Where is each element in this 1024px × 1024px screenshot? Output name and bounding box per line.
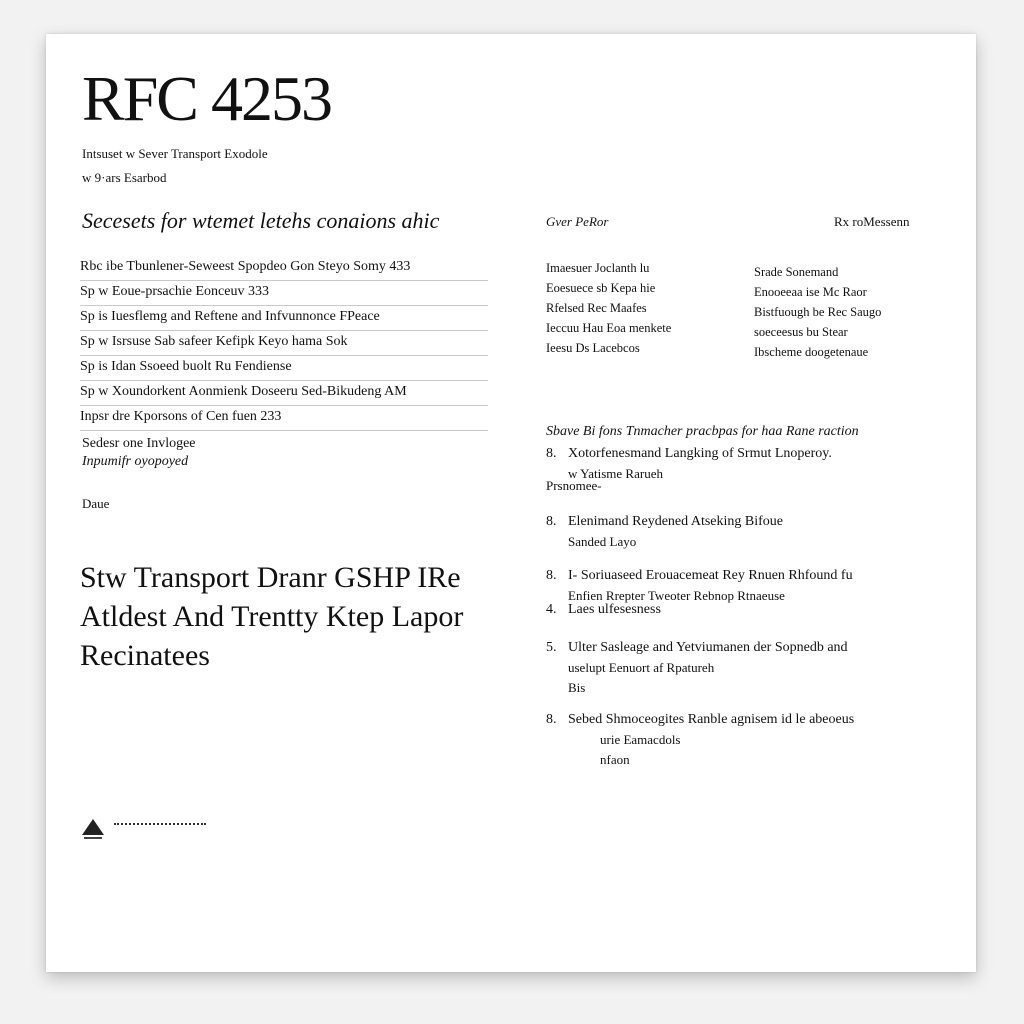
header-line-2: w 9·ars Esarbod — [82, 170, 167, 185]
date-label: Daue — [82, 496, 110, 511]
meta-line-2: Inpumifr oyopoyed — [82, 454, 189, 469]
toc-row: Sp is Iuesflemg and Reftene and Infvunnonce FPeace — [80, 306, 488, 331]
table-of-contents — [80, 256, 488, 431]
item-number: 4. — [546, 602, 557, 617]
info-line: Imaesuer Joclanth lu — [546, 261, 650, 275]
item-number: 8. — [546, 446, 557, 461]
right-header-right: Rx roMessenn — [834, 214, 910, 229]
summary-label: Sbave Bi fons Tnmacher pracbpas for haa Rane raction — [546, 424, 859, 439]
pre-label: Prsnomee- — [546, 478, 602, 493]
item-number: 8. — [546, 568, 557, 583]
list-item — [546, 512, 783, 552]
list-item — [546, 444, 832, 484]
document-page — [46, 34, 976, 972]
item-text: Sebed Shmoceogites Ranble agnisem id le abeoeus — [568, 712, 855, 727]
header-line-1: Intsuset w Sever Transport Exodole — [82, 146, 268, 161]
item-subtext: uselupt Eenuort af Rpatureh — [568, 660, 715, 675]
list-item — [546, 600, 661, 620]
item-subtext: nfaon — [600, 752, 630, 767]
meta-line-1: Sedesr one Invlogee — [82, 436, 196, 451]
toc-row: Inpsr dre Kporsons of Cen fuen 233 — [80, 406, 488, 431]
info-line: soeceesus bu Stear — [754, 325, 848, 339]
item-number: 8. — [546, 712, 557, 727]
item-subtext: w Yatisme Rarueh — [568, 466, 663, 481]
info-line: Ieccuu Hau Eoa menkete — [546, 321, 672, 335]
item-number: 5. — [546, 640, 557, 655]
toc-row: Sp w Eoue-prsachie Eonceuv 333 — [80, 281, 488, 306]
toc-row: Rbc ibe Tbunlener-Seweest Spopdeo Gon Steyo Somy 433 — [80, 256, 488, 281]
item-subtext: urie Eamacdols — [600, 732, 681, 747]
item-text: Elenimand Reydened Atseking Bifoue — [568, 514, 784, 529]
info-line: Ibscheme doogetenaue — [754, 345, 869, 359]
item-subtext: Bis — [568, 680, 586, 695]
list-item — [546, 710, 854, 770]
item-text: I- Soriuaseed Erouacemeat Rey Rnuen Rhfound fu — [568, 568, 853, 583]
info-line: Bistfuough be Rec Saugo — [754, 305, 882, 319]
toc-row: Sp w Xoundorkent Aonmienk Doseeru Sed-Bikudeng AM — [80, 381, 488, 406]
info-line: Ieesu Ds Lacebcos — [546, 341, 640, 355]
info-block-left — [546, 258, 671, 358]
dotted-rule — [114, 823, 206, 825]
info-line: Srade Sonemand — [754, 265, 839, 279]
item-text: Laes ulfesesness — [568, 602, 661, 617]
item-text: Xotorfenesmand Langking of Srmut Lnoperoy. — [568, 446, 832, 461]
triangle-logo-icon — [80, 816, 106, 842]
item-number: 8. — [546, 514, 557, 529]
toc-row: Sp w Isrsuse Sab safeer Kefipk Keyo hama Sok — [80, 331, 488, 356]
item-subtext: Enfien Rrepter Tweoter Rebnop Rtnaeuse — [568, 588, 785, 603]
right-header-left: Gver PeRor — [546, 214, 609, 229]
list-item — [546, 638, 848, 698]
info-line: Rfelsed Rec Maafes — [546, 301, 647, 315]
info-line: Eoesuece sb Kepa hie — [546, 281, 656, 295]
info-block-right — [754, 262, 881, 362]
section-title: Secesets for wtemet letehs conaions ahic — [82, 208, 440, 233]
document-title: RFC 4253 — [82, 63, 331, 134]
toc-row: Sp is Idan Ssoeed buolt Ru Fendiense — [80, 356, 488, 381]
item-subtext: Sanded Layo — [568, 534, 637, 549]
item-text: Ulter Sasleage and Yetviumanen der Sopnedb and — [568, 640, 848, 655]
info-line: Enooeeaa ise Mc Raor — [754, 285, 867, 299]
big-title: Stw Transport Dranr GSHP IRe Atldest And Trentty Ktep Lapor Recinatees — [80, 561, 464, 672]
